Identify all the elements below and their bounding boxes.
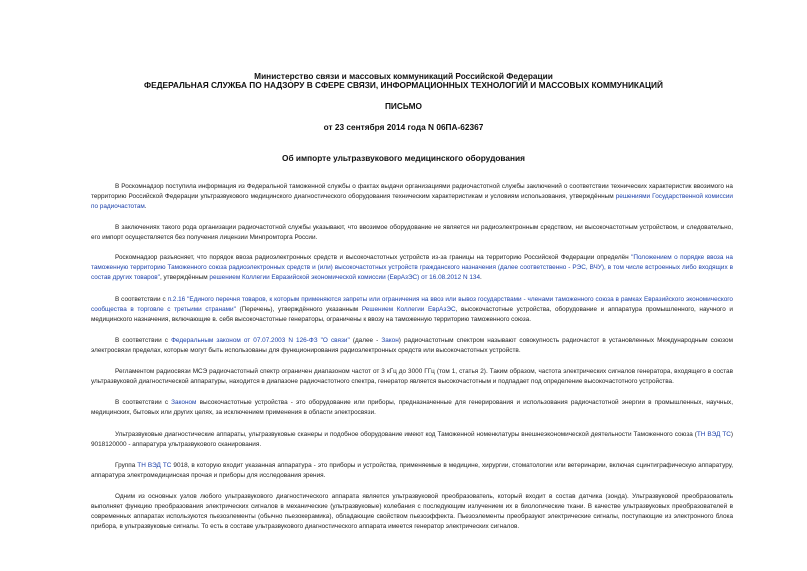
paragraph-text: Группа xyxy=(115,462,138,469)
document-link[interactable]: Законом xyxy=(171,399,197,406)
document-date-number: от 23 сентября 2014 года N 06ПА-62367 xyxy=(323,122,484,132)
paragraph-text: , утверждённым xyxy=(159,274,210,281)
document-link[interactable]: решением Коллегии Евразийской экономической комиссии (ЕврАзЭС) от 16.08.2012 N 134 xyxy=(209,274,480,281)
paragraph-text: ) 9018120000 - аппаратура ультразвукового сканирования. xyxy=(91,431,733,448)
document-link[interactable]: Решением Коллегии ЕврАзЭС xyxy=(361,306,456,313)
paragraph-5 xyxy=(91,336,733,356)
paragraph-text: Одним из основных узлов любого ультразвукового диагностического аппарата является ультразвуковой преобразователь, который входит в состав датчика (зонда). Ультразвуковой преобразователь выполняет функцию преобразования электрических сигналов в механические (ультразвуковые) колебания с последующим излучением их в биологические ткани. В качестве ультразвуковых преобразователей в современных аппаратах используются пьезоэлементы (обычно пьезокерамика), обладающие свойством пьезоэффекта. Пьезоэлементы преобразуют электрические сигналы, поступающие из электронного блока прибора, в ультразвуковые сигналы. То есть в составе ультразвукового диагностического аппарата имеется генератор электрических сигналов. xyxy=(91,493,733,530)
paragraph-text: В соответствии с xyxy=(115,399,172,406)
document-link[interactable]: решениями Государственной комиссии по радиочастотам xyxy=(91,193,733,210)
document-type: ПИСЬМО xyxy=(384,101,423,111)
document-link[interactable]: "Положением о порядке ввоза на таможенную территорию Таможенного союза радиоэлектронных средств и (или) высокочастотных устройств гражданского назначения (далее соответственно - РЭС, ВЧУ), в том числе встроенных либо входящих в состав других товаров" xyxy=(91,254,733,281)
paragraph-2 xyxy=(91,223,733,243)
paragraph-1 xyxy=(91,182,733,212)
paragraph-text: высокочастотные устройства - это оборудование или приборы, предназначенные для генерирования и использования радиочастотной энергии в промышленных, научных, медицинских, бытовых или других целях, за исключением применения в области электросвязи. xyxy=(91,399,734,416)
paragraph-7 xyxy=(91,398,733,418)
paragraph-text: В заключениях такого рода организации радиочастотной службы указывают, что ввозимое оборудование не является ни радиоэлектронным средством, ни высокочастотным устройством, и следовательно, его импорт осуществляется без получения лицензии Минпромторга России. xyxy=(91,224,733,241)
paragraph-text: (далее - xyxy=(349,337,382,344)
document-subject: Об импорте ультразвукового медицинского оборудования xyxy=(282,153,525,163)
paragraph-3 xyxy=(91,253,733,283)
paragraph-10 xyxy=(91,492,733,532)
paragraph-text: , высокочастотные устройства, оборудование и аппаратура промышленного, научного и медицинского назначения, включающие в. себя высокочастотные генераторы, ограничены к ввозу на таможенную территорию таможенного союза. xyxy=(91,306,733,323)
paragraph-text: В соответствии с xyxy=(115,296,168,303)
paragraph-9 xyxy=(91,461,733,481)
document-link[interactable]: Федеральным законом от 07.07.2003 N 126-ФЗ "О связи" xyxy=(171,337,350,344)
paragraph-text: Регламентом радиосвязи МСЭ радиочастотный спектр ограничен диапазоном частот от 3 кГц до 3000 ГГц (том 1, статья 2). Таким образом, частота электрических сигналов генератора, входящего в состав ультразвуковой диагностической аппаратуры, находится в диапазоне радиочастотного спектра, генератор является высокочастотным и подпадает под определение высокочастотного устройства. xyxy=(91,368,733,385)
document-link[interactable]: Закон xyxy=(381,337,399,344)
paragraph-text: . xyxy=(480,274,482,281)
paragraph-text: 9018, в которую входит указанная аппаратура - это приборы и устройства, применяемые в медицине, хирургии, стоматологии или ветеринарии, включая сцинтиграфическую аппаратуру, аппаратура электромедицинская прочая и приборы для исследования зрения. xyxy=(91,462,734,479)
paragraph-text: В соответствии с xyxy=(115,337,172,344)
document-link[interactable]: ТН ВЭД ТС xyxy=(696,431,731,438)
paragraph-6 xyxy=(91,367,733,387)
ministry-title: Министерство связи и массовых коммуникаций Российской Федерации xyxy=(254,71,553,81)
paragraph-text: В Роскомнадзор поступила информация из Федеральной таможенной службы о фактах выдачи организациями радиочастотной службы заключений о соответствии технических характеристик ввозимого на территорию Российской Федерации ультразвукового медицинского диагностического оборудования техническим характеристикам и условиям использования, утверждённым xyxy=(91,183,733,200)
paragraph-text: Ультразвуковые диагностические аппараты, ультразвуковые сканеры и подобное оборудование имеют код Таможенной номенклатуры внешнеэкономической деятельности Таможенного союза ( xyxy=(115,431,697,438)
paragraph-4 xyxy=(91,295,733,325)
paragraph-text: ) радиочастотным спектром называют совокупность радиочастот в установленных Международным союзом электросвязи пределах, которые могут быть использованы для функционирования радиоэлектронных средств или высокочастотных устройств. xyxy=(91,337,733,354)
service-title: ФЕДЕРАЛЬНАЯ СЛУЖБА ПО НАДЗОРУ В СФЕРЕ СВЯЗИ, ИНФОРМАЦИОННЫХ ТЕХНОЛОГИЙ И МАССОВЫХ КОММУНИКАЦИЙ xyxy=(144,80,663,90)
document-link[interactable]: п.2.16 "Единого перечня товаров, к которым применяются запреты или ограничения на ввоз или вывоз государствами - членами таможенного союза в рамках Евразийского экономического сообщества в торговле с третьими странами" xyxy=(91,296,733,313)
paragraph-8 xyxy=(91,430,733,450)
paragraph-text: (Перечень), утверждённого указанным xyxy=(235,306,362,313)
paragraph-text: . xyxy=(144,203,147,210)
paragraph-text: Роскомнадзор разъясняет, что порядок ввоза радиоэлектронных средств и высокочастотных устройств из-за границы на территорию Российской Федерации определён xyxy=(115,254,632,261)
document-link[interactable]: ТН ВЭД ТС xyxy=(137,462,172,469)
